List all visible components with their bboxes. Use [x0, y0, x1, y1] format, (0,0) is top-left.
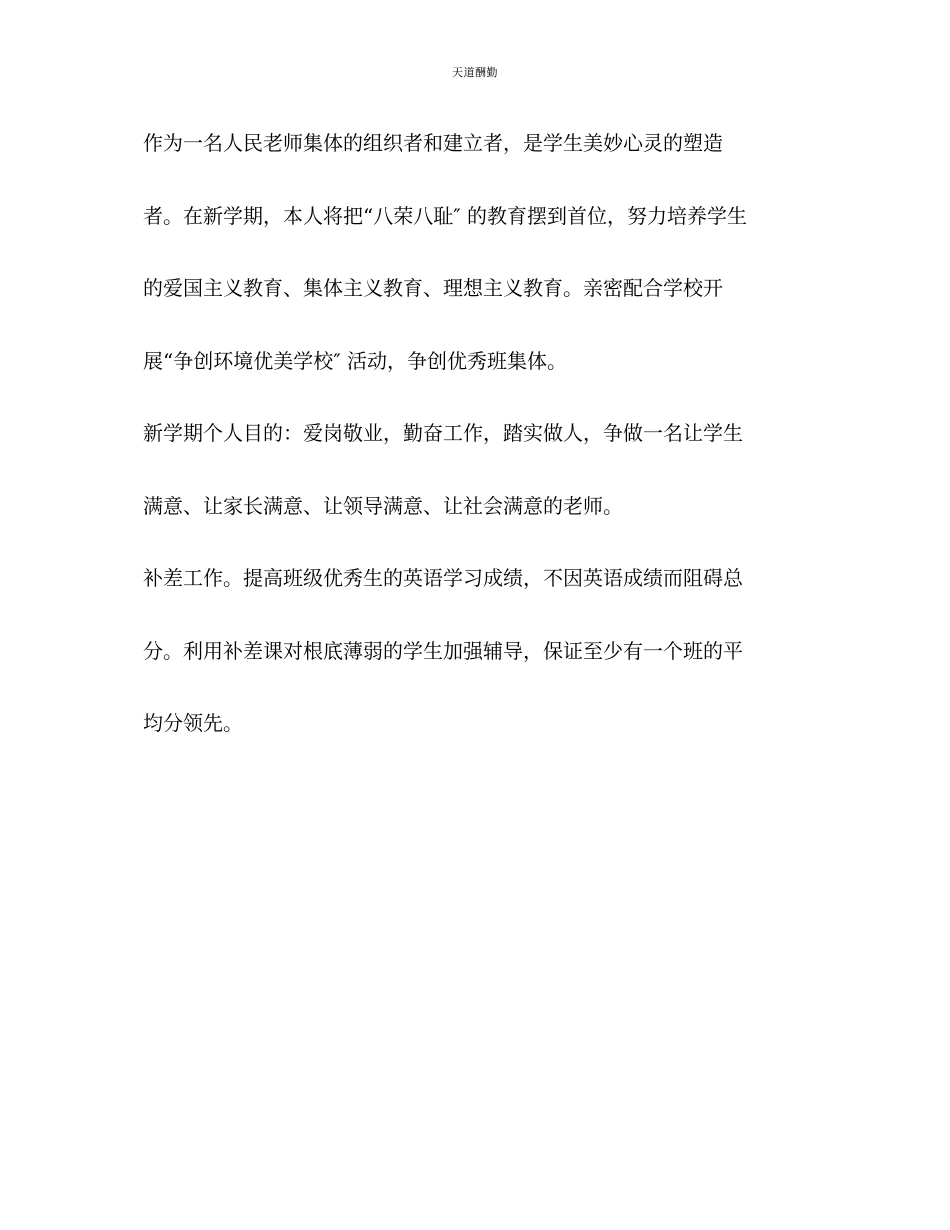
text-line: 补差工作。提高班级优秀生的英语学习成绩，不因英语成绩而阻碍总	[143, 566, 743, 590]
text-line: 的爱国主义教育、集体主义教育、理想主义教育。亲密配合学校开	[143, 276, 723, 300]
text-line: 作为一名人民老师集体的组织者和建立者，是学生美妙心灵的塑造	[143, 131, 723, 155]
text-line: 新学期个人目的：爱岗敬业，勤奋工作，踏实做人，争做一名让学生	[143, 421, 743, 445]
text-line: 者。在新学期，本人将把“八荣八耻″ 的教育摆到首位，努力培养学生	[143, 203, 748, 228]
text-line: 分。利用补差课对根底薄弱的学生加强辅导，保证至少有一个班的平	[143, 638, 743, 663]
document-body	[143, 121, 823, 774]
text-line: 满意、让家长满意、让领导满意、让社会满意的老师。	[143, 493, 623, 518]
page-header: 天道酬勤	[452, 66, 498, 79]
text-line: 展“争创环境优美学校″ 活动，争创优秀班集体。	[143, 348, 568, 373]
paragraph-remedial-work	[143, 556, 823, 774]
text-line: 均分领先。	[143, 711, 243, 735]
paragraph-personal-goal	[143, 411, 823, 556]
paragraph-class-management	[143, 121, 823, 411]
